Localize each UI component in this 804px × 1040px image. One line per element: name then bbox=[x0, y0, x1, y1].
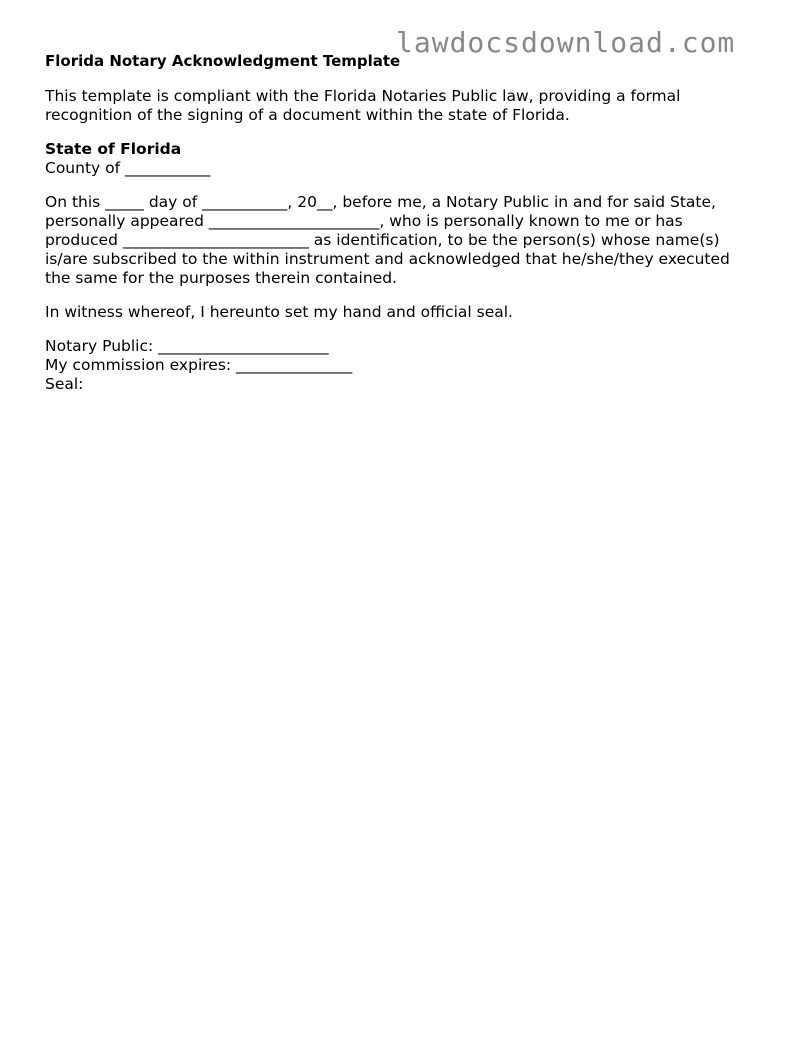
signature-block bbox=[45, 337, 765, 394]
document-title: Florida Notary Acknowledgment Template bbox=[45, 52, 401, 70]
acknowledgment-line: the same for the purposes therein contained. bbox=[45, 269, 397, 287]
notary-public-line: Notary Public: ______________________ bbox=[45, 337, 329, 355]
commission-expires-line: My commission expires: _______________ bbox=[45, 356, 353, 374]
state-county-block bbox=[45, 140, 765, 178]
county-line: County of ___________ bbox=[45, 159, 211, 177]
acknowledgment-line: produced ________________________ as identification, to be the person(s) whose name(s) bbox=[45, 231, 720, 249]
acknowledgment-paragraph bbox=[45, 193, 765, 288]
witness-statement: In witness whereof, I hereunto set my hand and official seal. bbox=[45, 303, 513, 321]
acknowledgment-line: On this _____ day of ___________, 20__, before me, a Notary Public in and for said State, bbox=[45, 193, 716, 211]
document-page bbox=[45, 52, 765, 409]
acknowledgment-line: is/are subscribed to the within instrument and acknowledged that he/she/they executed bbox=[45, 250, 730, 268]
watermark-text: lawdocsdownload.com bbox=[396, 26, 736, 59]
acknowledgment-line: personally appeared ______________________, who is personally known to me or has bbox=[45, 212, 683, 230]
seal-line: Seal: bbox=[45, 375, 84, 393]
intro-paragraph: This template is compliant with the Florida Notaries Public law, providing a formal recognition of the signing of a document within the state of Florida. bbox=[45, 87, 681, 124]
state-heading: State of Florida bbox=[45, 140, 182, 158]
